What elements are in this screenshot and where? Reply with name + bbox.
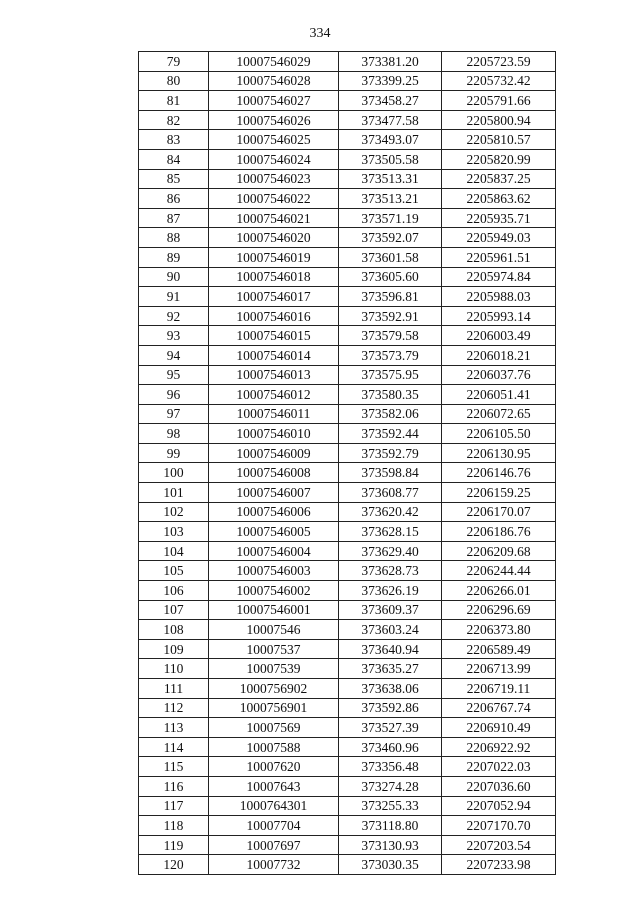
y-coordinate-cell: 2207036.60: [442, 776, 556, 796]
point-number-cell: 86: [139, 189, 209, 209]
x-coordinate-cell: 373513.21: [339, 189, 442, 209]
point-number-cell: 112: [139, 698, 209, 718]
x-coordinate-cell: 373513.31: [339, 169, 442, 189]
table-row: [139, 326, 556, 346]
point-number-cell: 81: [139, 91, 209, 111]
point-number-cell: 116: [139, 776, 209, 796]
table-row: [139, 757, 556, 777]
table-row: [139, 404, 556, 424]
x-coordinate-cell: 373640.94: [339, 639, 442, 659]
x-coordinate-cell: 373579.58: [339, 326, 442, 346]
x-coordinate-cell: 373592.86: [339, 698, 442, 718]
point-id-cell: 10007546006: [209, 502, 339, 522]
point-number-cell: 119: [139, 835, 209, 855]
point-number-cell: 104: [139, 541, 209, 561]
point-number-cell: 101: [139, 483, 209, 503]
x-coordinate-cell: 373628.73: [339, 561, 442, 581]
x-coordinate-cell: 373598.84: [339, 463, 442, 483]
point-id-cell: 10007546027: [209, 91, 339, 111]
table-row: [139, 247, 556, 267]
point-number-cell: 98: [139, 424, 209, 444]
point-id-cell: 10007546007: [209, 483, 339, 503]
table-row: [139, 424, 556, 444]
x-coordinate-cell: 373460.96: [339, 737, 442, 757]
y-coordinate-cell: 2205988.03: [442, 287, 556, 307]
x-coordinate-cell: 373458.27: [339, 91, 442, 111]
point-number-cell: 83: [139, 130, 209, 150]
y-coordinate-cell: 2205863.62: [442, 189, 556, 209]
table-row: [139, 541, 556, 561]
table-row: [139, 679, 556, 699]
point-id-cell: 10007546023: [209, 169, 339, 189]
point-number-cell: 111: [139, 679, 209, 699]
x-coordinate-cell: 373608.77: [339, 483, 442, 503]
table-row: [139, 306, 556, 326]
table-row: [139, 463, 556, 483]
x-coordinate-cell: 373596.81: [339, 287, 442, 307]
table-row: [139, 71, 556, 91]
y-coordinate-cell: 2205993.14: [442, 306, 556, 326]
point-id-cell: 10007546025: [209, 130, 339, 150]
table-row: [139, 130, 556, 150]
point-number-cell: 118: [139, 816, 209, 836]
y-coordinate-cell: 2205837.25: [442, 169, 556, 189]
x-coordinate-cell: 373571.19: [339, 208, 442, 228]
point-id-cell: 1000756902: [209, 679, 339, 699]
y-coordinate-cell: 2206159.25: [442, 483, 556, 503]
point-id-cell: 10007569: [209, 718, 339, 738]
y-coordinate-cell: 2206713.99: [442, 659, 556, 679]
x-coordinate-cell: 373505.58: [339, 149, 442, 169]
table-row: [139, 855, 556, 875]
point-number-cell: 103: [139, 522, 209, 542]
table-row: [139, 345, 556, 365]
x-coordinate-cell: 373493.07: [339, 130, 442, 150]
table-row: [139, 561, 556, 581]
point-id-cell: 10007588: [209, 737, 339, 757]
point-number-cell: 94: [139, 345, 209, 365]
y-coordinate-cell: 2206170.07: [442, 502, 556, 522]
point-number-cell: 120: [139, 855, 209, 875]
y-coordinate-cell: 2206051.41: [442, 385, 556, 405]
point-number-cell: 84: [139, 149, 209, 169]
x-coordinate-cell: 373592.91: [339, 306, 442, 326]
x-coordinate-cell: 373626.19: [339, 581, 442, 601]
table-row: [139, 522, 556, 542]
point-id-cell: 10007546001: [209, 600, 339, 620]
x-coordinate-cell: 373477.58: [339, 110, 442, 130]
x-coordinate-cell: 373381.20: [339, 52, 442, 72]
point-id-cell: 10007546: [209, 620, 339, 640]
x-coordinate-cell: 373592.44: [339, 424, 442, 444]
y-coordinate-cell: 2206910.49: [442, 718, 556, 738]
table-row: [139, 483, 556, 503]
point-number-cell: 102: [139, 502, 209, 522]
y-coordinate-cell: 2206589.49: [442, 639, 556, 659]
x-coordinate-cell: 373628.15: [339, 522, 442, 542]
y-coordinate-cell: 2207170.70: [442, 816, 556, 836]
point-number-cell: 88: [139, 228, 209, 248]
point-id-cell: 10007546026: [209, 110, 339, 130]
point-number-cell: 80: [139, 71, 209, 91]
table-row: [139, 639, 556, 659]
x-coordinate-cell: 373603.24: [339, 620, 442, 640]
point-number-cell: 85: [139, 169, 209, 189]
y-coordinate-cell: 2206209.68: [442, 541, 556, 561]
x-coordinate-cell: 373399.25: [339, 71, 442, 91]
point-id-cell: 10007546010: [209, 424, 339, 444]
x-coordinate-cell: 373582.06: [339, 404, 442, 424]
point-id-cell: 10007546008: [209, 463, 339, 483]
table-row: [139, 52, 556, 72]
y-coordinate-cell: 2206767.74: [442, 698, 556, 718]
table-row: [139, 502, 556, 522]
table-row: [139, 287, 556, 307]
point-id-cell: 10007704: [209, 816, 339, 836]
x-coordinate-cell: 373601.58: [339, 247, 442, 267]
point-number-cell: 106: [139, 581, 209, 601]
point-id-cell: 10007546005: [209, 522, 339, 542]
x-coordinate-cell: 373629.40: [339, 541, 442, 561]
table-row: [139, 737, 556, 757]
y-coordinate-cell: 2205723.59: [442, 52, 556, 72]
table-row: [139, 581, 556, 601]
point-id-cell: 1000756901: [209, 698, 339, 718]
point-number-cell: 79: [139, 52, 209, 72]
y-coordinate-cell: 2207052.94: [442, 796, 556, 816]
y-coordinate-cell: 2206186.76: [442, 522, 556, 542]
point-number-cell: 99: [139, 443, 209, 463]
x-coordinate-cell: 373573.79: [339, 345, 442, 365]
point-id-cell: 10007732: [209, 855, 339, 875]
y-coordinate-cell: 2206003.49: [442, 326, 556, 346]
y-coordinate-cell: 2206296.69: [442, 600, 556, 620]
x-coordinate-cell: 373118.80: [339, 816, 442, 836]
point-number-cell: 105: [139, 561, 209, 581]
point-id-cell: 1000764301: [209, 796, 339, 816]
y-coordinate-cell: 2206244.44: [442, 561, 556, 581]
point-number-cell: 100: [139, 463, 209, 483]
table-row: [139, 776, 556, 796]
y-coordinate-cell: 2207022.03: [442, 757, 556, 777]
table-row: [139, 816, 556, 836]
y-coordinate-cell: 2206037.76: [442, 365, 556, 385]
point-id-cell: 10007546022: [209, 189, 339, 209]
point-id-cell: 10007539: [209, 659, 339, 679]
point-id-cell: 10007546018: [209, 267, 339, 287]
point-number-cell: 107: [139, 600, 209, 620]
table-row: [139, 835, 556, 855]
point-id-cell: 10007546014: [209, 345, 339, 365]
point-id-cell: 10007546011: [209, 404, 339, 424]
x-coordinate-cell: 373356.48: [339, 757, 442, 777]
y-coordinate-cell: 2205961.51: [442, 247, 556, 267]
page-number: 334: [309, 26, 331, 41]
y-coordinate-cell: 2206719.11: [442, 679, 556, 699]
point-id-cell: 10007546004: [209, 541, 339, 561]
table-row: [139, 267, 556, 287]
point-number-cell: 92: [139, 306, 209, 326]
table-row: [139, 600, 556, 620]
table-row: [139, 228, 556, 248]
point-number-cell: 115: [139, 757, 209, 777]
table-row: [139, 91, 556, 111]
table-row: [139, 365, 556, 385]
point-id-cell: 10007546029: [209, 52, 339, 72]
point-id-cell: 10007546009: [209, 443, 339, 463]
x-coordinate-cell: 373592.79: [339, 443, 442, 463]
y-coordinate-cell: 2206130.95: [442, 443, 556, 463]
point-number-cell: 109: [139, 639, 209, 659]
x-coordinate-cell: 373274.28: [339, 776, 442, 796]
y-coordinate-cell: 2207203.54: [442, 835, 556, 855]
point-id-cell: 10007546016: [209, 306, 339, 326]
y-coordinate-cell: 2206922.92: [442, 737, 556, 757]
point-id-cell: 10007546002: [209, 581, 339, 601]
x-coordinate-cell: 373592.07: [339, 228, 442, 248]
y-coordinate-cell: 2205974.84: [442, 267, 556, 287]
point-number-cell: 82: [139, 110, 209, 130]
table-row: [139, 796, 556, 816]
point-id-cell: 10007546017: [209, 287, 339, 307]
point-number-cell: 87: [139, 208, 209, 228]
table-row: [139, 659, 556, 679]
point-id-cell: 10007546012: [209, 385, 339, 405]
point-id-cell: 10007546020: [209, 228, 339, 248]
y-coordinate-cell: 2206105.50: [442, 424, 556, 444]
y-coordinate-cell: 2205949.03: [442, 228, 556, 248]
point-id-cell: 10007537: [209, 639, 339, 659]
x-coordinate-cell: 373527.39: [339, 718, 442, 738]
table-row: [139, 698, 556, 718]
point-id-cell: 10007546021: [209, 208, 339, 228]
x-coordinate-cell: 373638.06: [339, 679, 442, 699]
table-row: [139, 620, 556, 640]
table-row: [139, 443, 556, 463]
y-coordinate-cell: 2206072.65: [442, 404, 556, 424]
point-id-cell: 10007546015: [209, 326, 339, 346]
y-coordinate-cell: 2205732.42: [442, 71, 556, 91]
x-coordinate-cell: 373580.35: [339, 385, 442, 405]
x-coordinate-cell: 373030.35: [339, 855, 442, 875]
point-number-cell: 89: [139, 247, 209, 267]
y-coordinate-cell: 2206266.01: [442, 581, 556, 601]
coordinates-table-body: [139, 52, 556, 875]
x-coordinate-cell: 373255.33: [339, 796, 442, 816]
y-coordinate-cell: 2206146.76: [442, 463, 556, 483]
x-coordinate-cell: 373609.37: [339, 600, 442, 620]
point-number-cell: 113: [139, 718, 209, 738]
y-coordinate-cell: 2206373.80: [442, 620, 556, 640]
point-number-cell: 95: [139, 365, 209, 385]
x-coordinate-cell: 373130.93: [339, 835, 442, 855]
y-coordinate-cell: 2207233.98: [442, 855, 556, 875]
point-number-cell: 91: [139, 287, 209, 307]
table-row: [139, 208, 556, 228]
y-coordinate-cell: 2205810.57: [442, 130, 556, 150]
point-number-cell: 96: [139, 385, 209, 405]
table-row: [139, 718, 556, 738]
point-number-cell: 114: [139, 737, 209, 757]
point-id-cell: 10007697: [209, 835, 339, 855]
y-coordinate-cell: 2205820.99: [442, 149, 556, 169]
x-coordinate-cell: 373620.42: [339, 502, 442, 522]
x-coordinate-cell: 373635.27: [339, 659, 442, 679]
point-id-cell: 10007546019: [209, 247, 339, 267]
point-number-cell: 110: [139, 659, 209, 679]
point-number-cell: 117: [139, 796, 209, 816]
y-coordinate-cell: 2206018.21: [442, 345, 556, 365]
point-id-cell: 10007546003: [209, 561, 339, 581]
y-coordinate-cell: 2205791.66: [442, 91, 556, 111]
point-id-cell: 10007620: [209, 757, 339, 777]
point-id-cell: 10007546028: [209, 71, 339, 91]
table-row: [139, 385, 556, 405]
point-number-cell: 90: [139, 267, 209, 287]
point-id-cell: 10007643: [209, 776, 339, 796]
table-row: [139, 110, 556, 130]
point-number-cell: 93: [139, 326, 209, 346]
table-row: [139, 169, 556, 189]
x-coordinate-cell: 373575.95: [339, 365, 442, 385]
coordinates-table: [138, 51, 556, 875]
x-coordinate-cell: 373605.60: [339, 267, 442, 287]
table-row: [139, 149, 556, 169]
y-coordinate-cell: 2205800.94: [442, 110, 556, 130]
y-coordinate-cell: 2205935.71: [442, 208, 556, 228]
point-number-cell: 108: [139, 620, 209, 640]
point-id-cell: 10007546013: [209, 365, 339, 385]
point-id-cell: 10007546024: [209, 149, 339, 169]
point-number-cell: 97: [139, 404, 209, 424]
table-row: [139, 189, 556, 209]
